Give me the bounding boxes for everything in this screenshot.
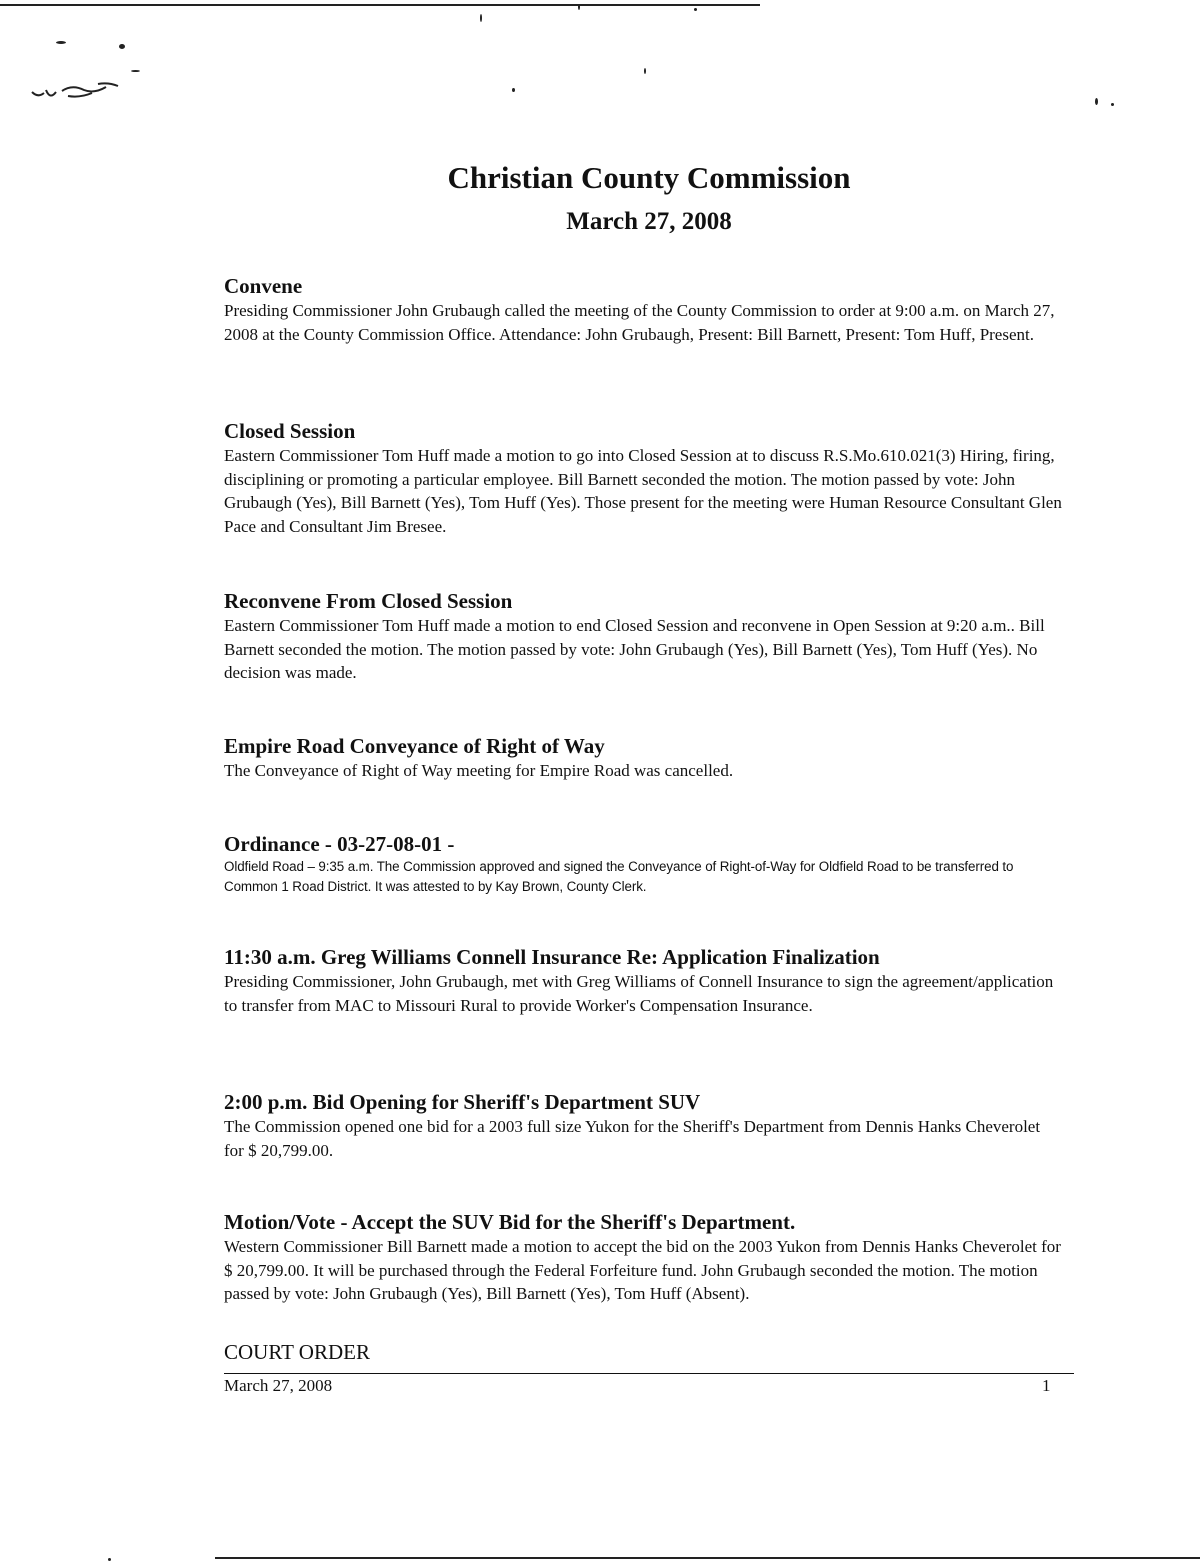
section-bid-opening: [224, 1089, 1064, 1162]
section-ordinance: [224, 831, 1064, 897]
document-date: March 27, 2008: [566, 208, 732, 235]
scan-speck: [578, 4, 580, 10]
scan-border-top: [0, 4, 760, 6]
section-convene: [224, 273, 1064, 346]
section-body: The Commission opened one bid for a 2003 full size Yukon for the Sheriff's Department from Dennis Hanks Cheverolet for $ 20,799.00.: [224, 1117, 1041, 1160]
court-order-label: COURT ORDER: [224, 1340, 370, 1364]
section-body: Eastern Commissioner Tom Huff made a motion to end Closed Session and reconvene in Open Session at 9:20 a.m.. Bill Barnett seconded the motion. The motion passed by vote: John Grubaugh (Yes), Bill Barnett (Yes), Tom Huff (Yes). No decision was made.: [224, 616, 1045, 682]
section-heading: Closed Session: [224, 419, 356, 443]
footer-divider: [224, 1373, 1074, 1374]
scan-speck: [1095, 98, 1098, 105]
section-body: Eastern Commissioner Tom Huff made a motion to go into Closed Session at to discuss R.S.Mo.610.021(3) Hiring, firing, disciplining or promoting a particular employee. Bill Barnett seconded the motion. The motion passed by vote: John Grubaugh (Yes), Bill Barnett (Yes), Tom Huff (Yes). Those present for the meeting were Human Resource Consultant Glen Pace and Consultant Jim Bresee.: [224, 446, 1062, 536]
section-motion-vote: [224, 1209, 1064, 1306]
scan-speck: [694, 8, 697, 11]
section-body: Presiding Commissioner, John Grubaugh, met with Greg Williams of Connell Insurance to sign the agreement/application to transfer from MAC to Missouri Rural to provide Worker's Compensation Insurance.: [224, 972, 1054, 1015]
scan-speck: [1111, 103, 1114, 106]
page-number: 1: [1042, 1376, 1051, 1395]
section-body: Oldfield Road – 9:35 a.m. The Commission approved and signed the Conveyance of Right-of-Way for Oldfield Road to be transferred to Common 1 Road District. It was attested to by Kay Brown, County Clerk.: [224, 859, 1014, 894]
scan-speck: [119, 44, 125, 49]
section-closed-session: [224, 418, 1064, 538]
section-connell-insurance: [224, 944, 1064, 1017]
scan-artifact: [28, 78, 123, 106]
section-heading: Empire Road Conveyance of Right of Way: [224, 734, 605, 758]
scan-speck: [480, 14, 482, 22]
section-heading: Convene: [224, 274, 303, 298]
scan-speck: [56, 41, 66, 44]
document-title: Christian County Commission: [447, 160, 851, 195]
section-body: The Conveyance of Right of Way meeting for Empire Road was cancelled.: [224, 761, 734, 780]
scan-speck: [108, 1558, 111, 1561]
section-reconvene: [224, 588, 1064, 685]
section-heading: Motion/Vote - Accept the SUV Bid for the Sheriff's Department.: [224, 1210, 796, 1234]
scan-speck: [512, 88, 515, 92]
section-heading: Reconvene From Closed Session: [224, 589, 513, 613]
scan-speck: [131, 70, 140, 72]
section-heading: Ordinance - 03-27-08-01 -: [224, 832, 455, 856]
section-body: Presiding Commissioner John Grubaugh called the meeting of the County Commission to order at 9:00 a.m. on March 27, 2008 at the County Commission Office. Attendance: John Grubaugh, Present: Bill Barnett, Present: Tom Huff, Present.: [224, 301, 1055, 344]
section-heading: 11:30 a.m. Greg Williams Connell Insurance Re: Application Finalization: [224, 945, 880, 969]
section-body: Western Commissioner Bill Barnett made a motion to accept the bid on the 2003 Yukon from Dennis Hanks Cheverolet for $ 20,799.00. It will be purchased through the Federal Forfeiture fund. John Grubaugh seconded the motion. The motion passed by vote: John Grubaugh (Yes), Bill Barnett (Yes), Tom Huff (Absent).: [224, 1237, 1061, 1303]
scan-border-bottom: [215, 1557, 1200, 1559]
section-empire-road: [224, 733, 1064, 783]
footer-date: March 27, 2008: [224, 1376, 333, 1395]
section-heading: 2:00 p.m. Bid Opening for Sheriff's Department SUV: [224, 1090, 701, 1114]
scan-speck: [644, 68, 646, 74]
